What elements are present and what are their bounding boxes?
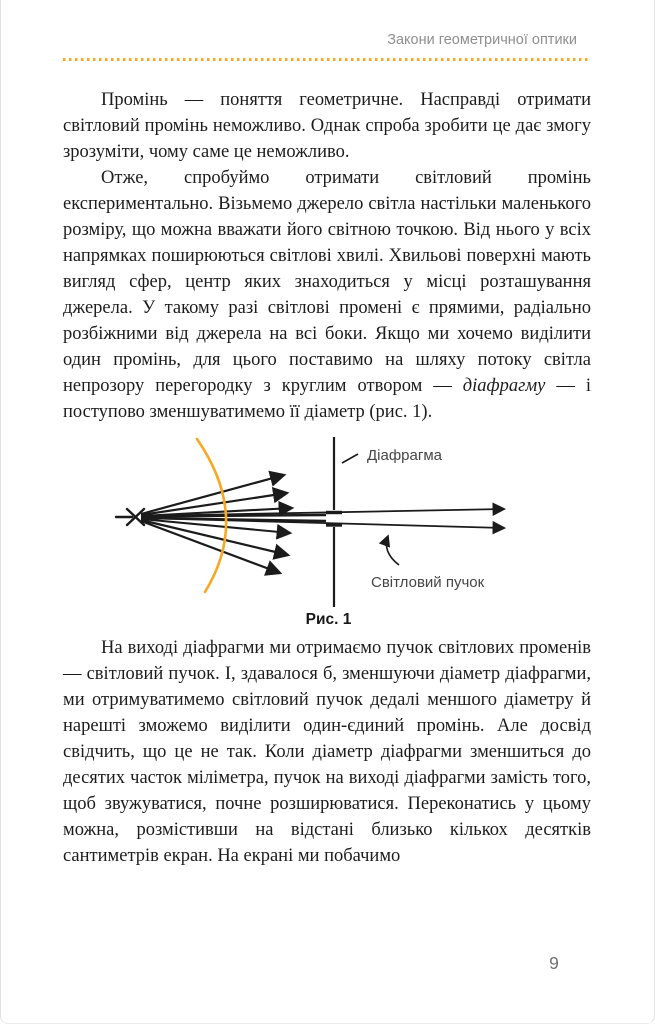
dotted-divider bbox=[63, 58, 591, 60]
beam-pointer-arrow bbox=[386, 536, 399, 565]
optics-diagram bbox=[1, 429, 655, 611]
beam-label: Світловий пучок bbox=[371, 573, 485, 591]
page-content bbox=[1, 32, 654, 869]
page-number: 9 bbox=[549, 953, 559, 973]
figure-1 bbox=[1, 429, 655, 629]
light-source-x-icon bbox=[116, 509, 144, 525]
figure-caption: Рис. 1 bbox=[305, 610, 352, 628]
diverging-rays bbox=[141, 475, 292, 573]
paragraph-2-text-before: Отже, спробуймо отримати світловий промінь експериментально. Візьмемо джерело світла настільки маленького розміру, що можна вважати його світною точкою. Від нього у всіх напрямках поширюються світлові хвилі. Хвильові поверхні мають вигляд сфер, центр яких знаходиться у місці розташування джерела. У такому разі світлові промені є прямими, радіально розбіжними від джерела на всі боки. Якщо ми хочемо виділити один промінь, для цього поставимо на шляху потоку світла непрозору перегородку з круглим отвором — bbox=[63, 167, 591, 396]
paragraph-1: Промінь — поняття геометричне. Насправді отримати світловий промінь неможливо. Однак спроба зробити це дає змогу зрозуміти, чому саме це неможливо. bbox=[63, 89, 591, 162]
paragraph-2-text-after: — і поступово зменшуватимемо її діаметр (рис. 1). bbox=[63, 375, 591, 422]
diaphragm-pointer-line bbox=[342, 454, 358, 463]
diaphragm-screen bbox=[326, 437, 342, 607]
diaphragm-label: Діафрагма bbox=[367, 446, 442, 464]
paragraph-2 bbox=[63, 165, 591, 425]
italic-term-diaphragm: діафрагму bbox=[462, 375, 546, 396]
paragraph-3: На виході діафрагми ми отримаємо пучок світлових променів — світловий пучок. І, здавалося б, зменшуючи діаметр діафрагми, ми отримуватимемо світловий пучок дедалі меншого діаметру й нарешті зможемо виділити один-єдиний промінь. Але досвід свідчить, що це не так. Коли діаметр діафрагми зменшиться до десятих часток міліметра, пучок на виході діафрагми замість того, щоб звужуватися, почне розширюватися. Переконатись у цьому можна, розмістивши на відстані близько кількох десятків сантиметрів екран. На екрані ми побачимо bbox=[63, 637, 591, 866]
running-header: Закони геометричної оптики bbox=[387, 32, 577, 48]
